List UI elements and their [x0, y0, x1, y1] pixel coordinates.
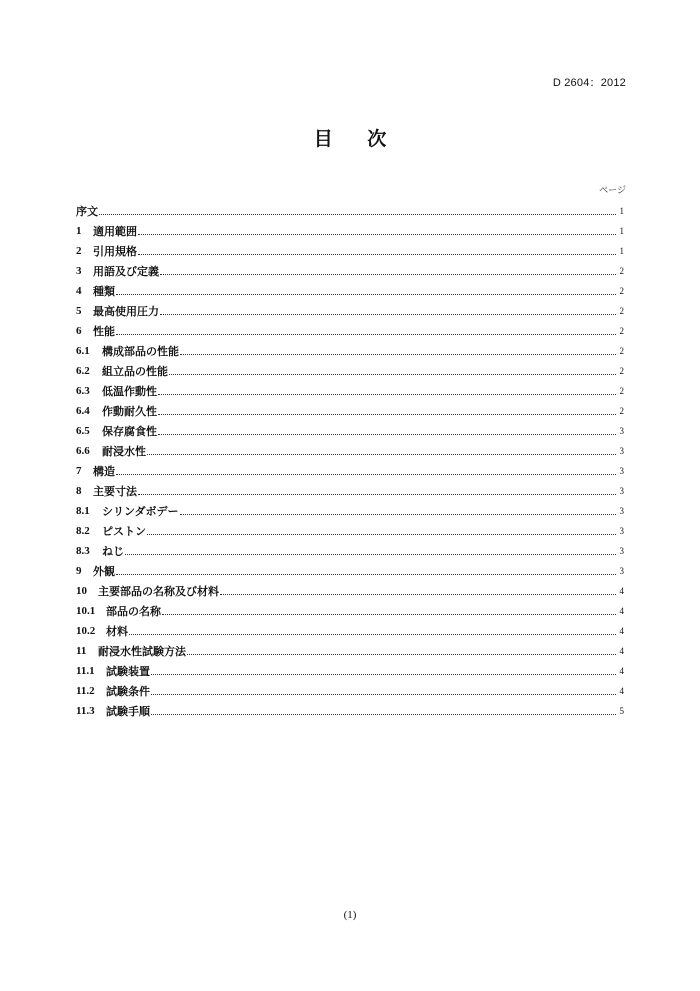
toc-entry[interactable]: [76, 578, 624, 598]
toc-entry-page: 3: [619, 446, 624, 456]
toc-dot-leader: [158, 414, 616, 415]
toc-entry-label: 部品の名称: [106, 605, 161, 618]
toc-entry[interactable]: [76, 198, 624, 218]
toc-entry-number: 6.4: [76, 405, 90, 417]
toc-dot-leader: [151, 694, 616, 695]
toc-dot-leader: [138, 494, 616, 495]
toc-dot-leader: [151, 714, 616, 715]
toc-dot-leader: [158, 394, 616, 395]
toc-entry-number: 11: [76, 645, 87, 657]
toc-entry-number: 9: [76, 565, 82, 577]
toc-entry-number: 8.1: [76, 505, 90, 517]
toc-entry-label: 序文: [76, 205, 98, 218]
toc-entry-label: 試験手順: [106, 705, 150, 718]
toc-entry-page: 2: [619, 386, 624, 396]
toc-entry-number: 5: [76, 305, 82, 317]
toc-entry-page: 3: [619, 546, 624, 556]
toc-dot-leader: [160, 274, 616, 275]
toc-entry[interactable]: [76, 338, 624, 358]
toc-entry-number: 7: [76, 465, 82, 477]
toc-entry-number: 11.1: [76, 665, 95, 677]
toc-entry-page: 3: [619, 566, 624, 576]
toc-entry[interactable]: [76, 518, 624, 538]
toc-entry[interactable]: [76, 278, 624, 298]
toc-entry-label: 主要部品の名称及び材料: [98, 585, 219, 598]
toc-entry-page: 3: [619, 426, 624, 436]
toc-entry-number: 1: [76, 225, 82, 237]
toc-entry-page: 4: [619, 626, 624, 636]
toc-entry[interactable]: [76, 538, 624, 558]
toc-entry-label: シリンダボデー: [102, 505, 179, 518]
toc-entry[interactable]: [76, 238, 624, 258]
toc-dot-leader: [116, 334, 616, 335]
toc-entry-label: ねじ: [102, 545, 124, 558]
toc-entry-number: 3: [76, 265, 82, 277]
toc-entry-page: 4: [619, 606, 624, 616]
toc-dot-leader: [220, 594, 616, 595]
toc-entry-page: 3: [619, 466, 624, 476]
toc-entry[interactable]: [76, 318, 624, 338]
toc-entry-label: 性能: [93, 325, 115, 338]
page-column-label: ページ: [599, 186, 626, 196]
toc-entry-page: 1: [619, 206, 624, 216]
toc-dot-leader: [116, 294, 616, 295]
toc-entry-label: 外観: [93, 565, 115, 578]
toc-entry-number: 10: [76, 585, 87, 597]
toc-entry-page: 1: [619, 226, 624, 236]
toc-entry-page: 2: [619, 366, 624, 376]
toc-dot-leader: [158, 434, 616, 435]
toc-entry-number: 6.3: [76, 385, 90, 397]
toc-entry[interactable]: [76, 458, 624, 478]
toc-entry-label: 最高使用圧力: [93, 305, 159, 318]
toc-entry-page: 3: [619, 486, 624, 496]
toc-entry-page: 2: [619, 306, 624, 316]
toc-dot-leader: [147, 534, 616, 535]
toc-entry-number: 11.2: [76, 685, 95, 697]
toc-entry-page: 5: [619, 706, 624, 716]
toc-entry-page: 4: [619, 666, 624, 676]
toc-entry-label: 適用範囲: [93, 225, 137, 238]
toc-entry-label: 組立品の性能: [102, 365, 168, 378]
toc-dot-leader: [151, 674, 616, 675]
toc-entry-page: 2: [619, 346, 624, 356]
toc-entry-label: 構造: [93, 465, 115, 478]
table-of-contents: [76, 198, 624, 718]
toc-entry-number: 8.2: [76, 525, 90, 537]
toc-dot-leader: [99, 214, 616, 215]
toc-entry-page: 2: [619, 326, 624, 336]
toc-entry[interactable]: [76, 618, 624, 638]
toc-dot-leader: [129, 634, 616, 635]
toc-entry-number: 8: [76, 485, 82, 497]
toc-entry-number: 8.3: [76, 545, 90, 557]
toc-entry-number: 10.1: [76, 605, 96, 617]
toc-entry-label: 構成部品の性能: [102, 345, 179, 358]
toc-entry-number: 6.2: [76, 365, 90, 377]
toc-dot-leader: [162, 614, 616, 615]
toc-entry-number: 11.3: [76, 705, 95, 717]
toc-entry[interactable]: [76, 478, 624, 498]
toc-entry-label: 耐浸水性: [102, 445, 146, 458]
toc-dot-leader: [116, 574, 616, 575]
toc-entry-label: 種類: [93, 285, 115, 298]
toc-entry[interactable]: [76, 378, 624, 398]
toc-entry-label: 主要寸法: [93, 485, 137, 498]
toc-entry-label: 低温作動性: [102, 385, 157, 398]
toc-entry[interactable]: [76, 658, 624, 678]
toc-entry-page: 4: [619, 646, 624, 656]
toc-entry[interactable]: [76, 398, 624, 418]
toc-entry-number: 6: [76, 325, 82, 337]
toc-entry-page: 2: [619, 286, 624, 296]
toc-entry[interactable]: [76, 558, 624, 578]
toc-entry-page: 1: [619, 246, 624, 256]
toc-dot-leader: [116, 474, 616, 475]
toc-entry-page: 4: [619, 686, 624, 696]
toc-dot-leader: [180, 354, 616, 355]
toc-entry-number: 4: [76, 285, 82, 297]
toc-entry[interactable]: [76, 218, 624, 238]
page-number: (1): [343, 909, 357, 921]
toc-entry[interactable]: [76, 678, 624, 698]
toc-entry-number: 10.2: [76, 625, 96, 637]
toc-entry-label: 引用規格: [93, 245, 137, 258]
toc-entry[interactable]: [76, 638, 624, 658]
toc-entry-label: 耐浸水性試験方法: [98, 645, 186, 658]
toc-dot-leader: [125, 554, 616, 555]
toc-dot-leader: [138, 234, 616, 235]
toc-entry[interactable]: [76, 298, 624, 318]
toc-dot-leader: [187, 654, 616, 655]
toc-entry[interactable]: [76, 258, 624, 278]
toc-dot-leader: [160, 314, 616, 315]
toc-dot-leader: [180, 514, 616, 515]
toc-entry-number: 6.6: [76, 445, 90, 457]
toc-entry[interactable]: [76, 358, 624, 378]
page-title: 目 次: [313, 128, 401, 150]
toc-entry-page: 3: [619, 526, 624, 536]
document-id: D 2604：2012: [552, 77, 626, 89]
toc-dot-leader: [138, 254, 616, 255]
toc-entry-page: 4: [619, 586, 624, 596]
toc-entry-label: ピストン: [102, 525, 146, 538]
toc-entry-page: 2: [619, 406, 624, 416]
toc-entry-label: 保存腐食性: [102, 425, 157, 438]
toc-dot-leader: [169, 374, 616, 375]
toc-entry[interactable]: [76, 498, 624, 518]
toc-entry-page: 3: [619, 506, 624, 516]
toc-entry-number: 2: [76, 245, 82, 257]
toc-entry-label: 用語及び定義: [93, 265, 159, 278]
toc-entry[interactable]: [76, 438, 624, 458]
toc-entry[interactable]: [76, 418, 624, 438]
toc-entry-label: 試験装置: [106, 665, 150, 678]
toc-entry-number: 6.5: [76, 425, 90, 437]
toc-entry-label: 作動耐久性: [102, 405, 157, 418]
toc-entry-label: 材料: [106, 625, 128, 638]
toc-entry-page: 2: [619, 266, 624, 276]
toc-entry[interactable]: [76, 598, 624, 618]
toc-entry-label: 試験条件: [106, 685, 150, 698]
toc-dot-leader: [147, 454, 616, 455]
toc-entry-number: 6.1: [76, 345, 90, 357]
toc-entry[interactable]: [76, 698, 624, 718]
